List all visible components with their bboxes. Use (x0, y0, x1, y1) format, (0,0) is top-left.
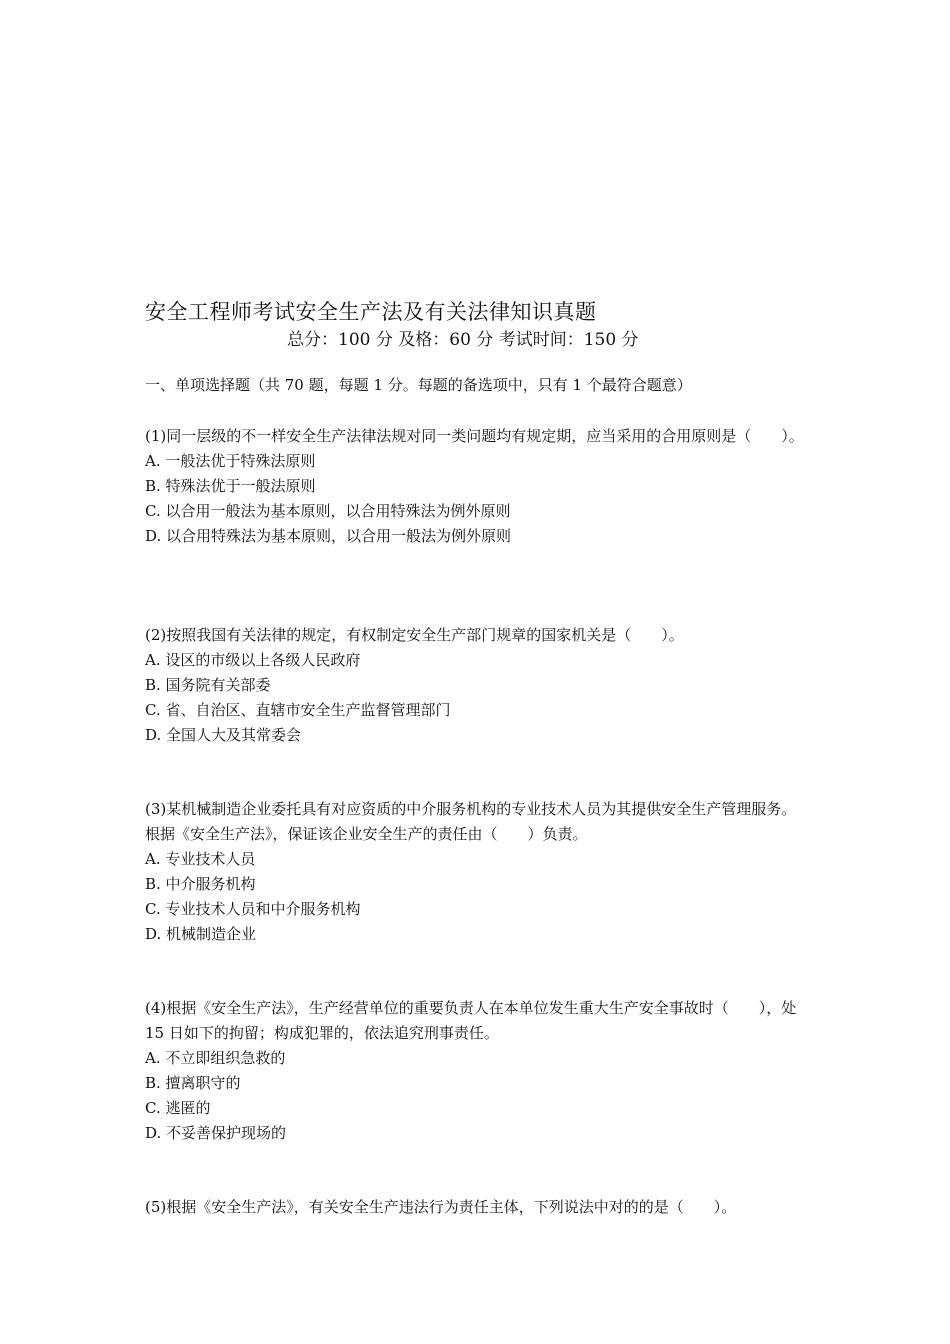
option-b: B. 国务院有关部委 (145, 676, 271, 694)
section-heading: 一、单项选择题（共 70 题，每题 1 分。每题的备选项中，只有 1 个最符合题意） (145, 376, 692, 394)
option-c: C. 省、自治区、直辖市安全生产监督管理部门 (145, 701, 451, 719)
question-5 (145, 1195, 835, 1220)
question-stem: (2)按照我国有关法律的规定，有权制定安全生产部门规章的国家机关是（ ）。 (145, 626, 684, 644)
option-b: B. 特殊法优于一般法原则 (145, 477, 316, 495)
question-1 (145, 424, 810, 549)
option-d: D. 全国人大及其常委会 (145, 726, 302, 744)
option-d: D. 机械制造企业 (145, 925, 257, 943)
question-3 (145, 797, 810, 947)
question-stem: (4)根据《安全生产法》，生产经营单位的重要负责人在本单位发生重大生产安全事故时（ ），处 15 日如下的拘留；构成犯罪的，依法追究刑事责任。 (145, 999, 797, 1042)
option-d: D. 以合用特殊法为基本原则，以合用一般法为例外原则 (145, 527, 512, 545)
option-b: B. 中介服务机构 (145, 875, 256, 893)
option-a: A. 一般法优于特殊法原则 (145, 452, 316, 470)
option-d: D. 不妥善保护现场的 (145, 1124, 287, 1142)
option-a: A. 设区的市级以上各级人民政府 (145, 651, 361, 669)
question-2 (145, 623, 810, 748)
question-4 (145, 996, 810, 1146)
option-a: A. 专业技术人员 (145, 850, 256, 868)
option-c: C. 专业技术人员和中介服务机构 (145, 900, 361, 918)
option-a: A. 不立即组织急救的 (145, 1049, 286, 1067)
question-stem: (5)根据《安全生产法》，有关安全生产违法行为责任主体，下列说法中对的的是（ ）。 (145, 1198, 737, 1216)
question-stem: (1)同一层级的不一样安全生产法律法规对同一类问题均有规定期，应当采用的合用原则是（ ）。 (145, 427, 804, 445)
exam-info: 总分：100 分 及格：60 分 考试时间：150 分 (287, 330, 639, 350)
option-b: B. 擅离职守的 (145, 1074, 241, 1092)
page-title: 安全工程师考试安全生产法及有关法律知识真题 (145, 300, 597, 324)
option-c: C. 以合用一般法为基本原则，以合用特殊法为例外原则 (145, 502, 511, 520)
option-c: C. 逃匿的 (145, 1099, 211, 1117)
question-stem: (3)某机械制造企业委托具有对应资质的中介服务机构的专业技术人员为其提供安全生产管理服务。根据《安全生产法》，保证该企业安全生产的责任由（ ）负责。 (145, 800, 797, 843)
